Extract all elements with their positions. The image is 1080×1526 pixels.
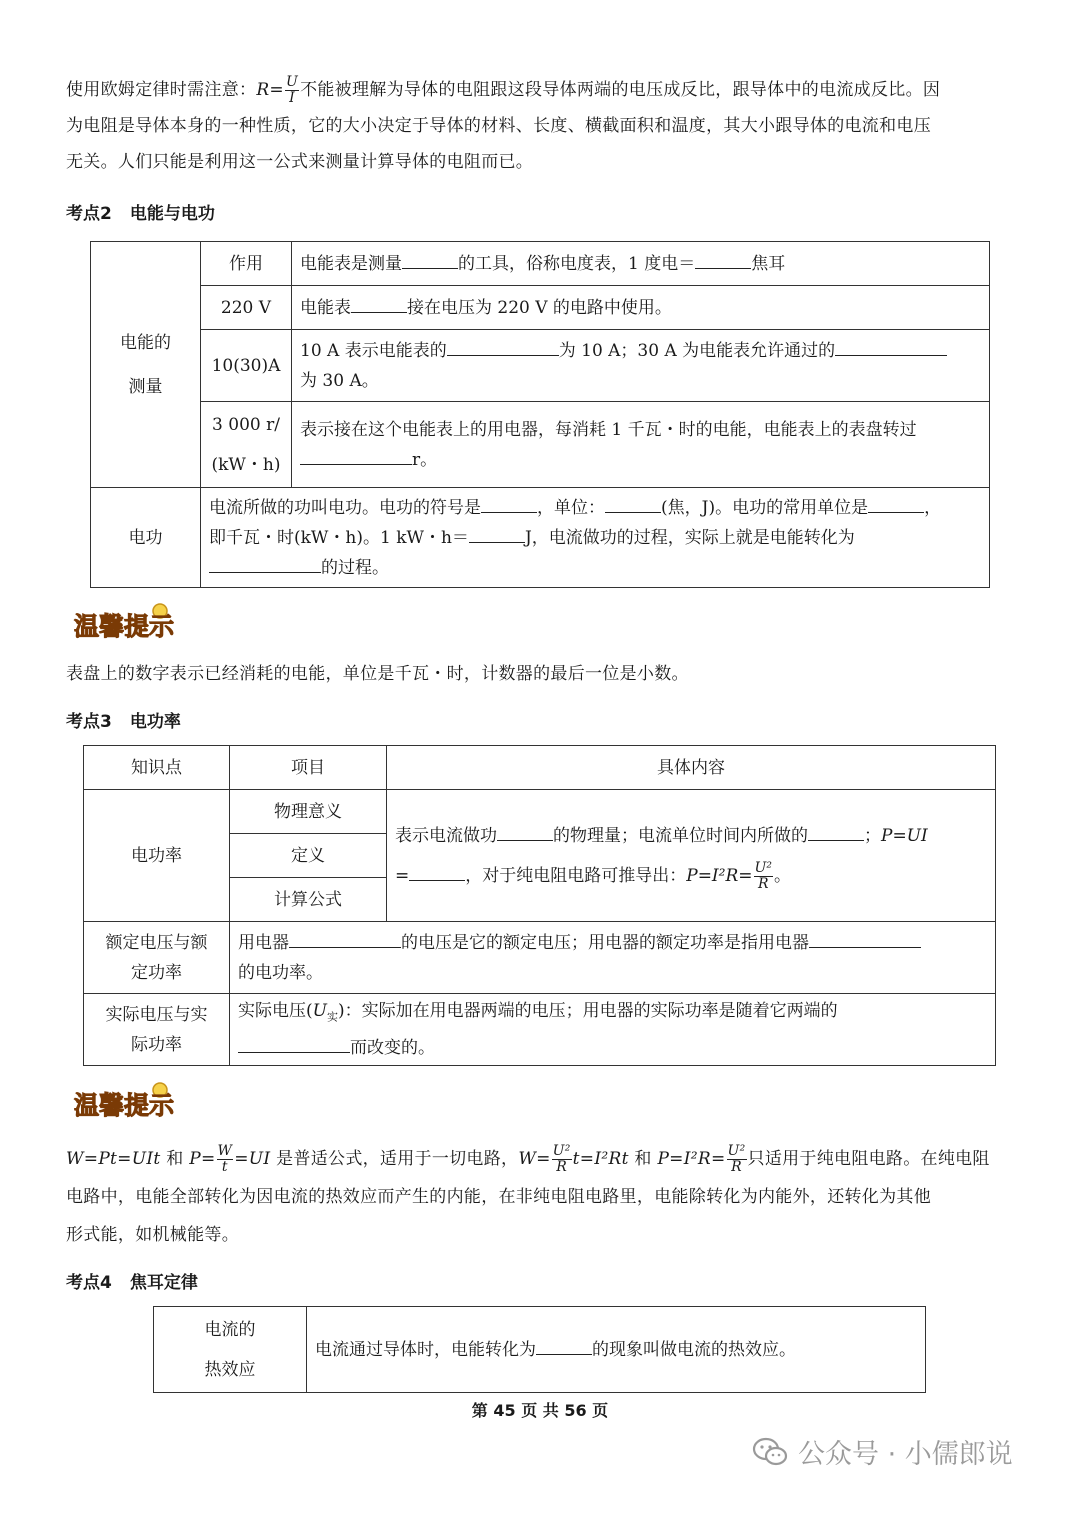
item-220v: 220 V	[201, 286, 292, 330]
section-heading-kp2: 考点2 电能与电功	[66, 204, 215, 224]
fraction-u-over-i: $\frac{U}{I}$	[285, 74, 299, 106]
content-electric-power: 表示电流做功 的物理量；电流单位时间内所做的 ；P=UI = ，对于纯电阻电路可推导出：P=I²R= $\frac{\text{U²}}{R}$ 。	[387, 790, 996, 922]
tip-2-line-1: W=Pt=UIt 和 P= $\frac{W}{t}$ =UI 是普适公式，适用于一切电路，W= $\frac{\text{U²}}{R}$ t=I²Rt 和 P=I²R= $\frac{\text{U²}}{R}$ 只适用于纯电阻电路。在纯电阻	[66, 1143, 990, 1175]
table-kp3	[83, 745, 996, 1066]
header-item: 项目	[230, 746, 387, 790]
label-electric-work: 电功	[91, 488, 201, 588]
fraction-u2-over-r: $\frac{\text{U²}}{R}$	[754, 859, 772, 892]
label-energy-measure: 电能的 测量	[91, 242, 201, 488]
content-3000r: 表示接在这个电能表上的用电器，每消耗 1 千瓦・时的电能，电能表上的表盘转过 r。	[292, 402, 990, 488]
intro-line-2: 为电阻是导体本身的一种性质，它的大小决定于导体的材料、长度、横截面积和温度，其大小跟导体的电流和电压	[66, 116, 931, 136]
header-content: 具体内容	[387, 746, 996, 790]
item-formula: 计算公式	[230, 878, 387, 922]
table-kp4	[153, 1306, 926, 1393]
tip-1-text: 表盘上的数字表示已经消耗的电能，单位是千瓦・时，计数器的最后一位是小数。	[66, 664, 689, 684]
fraction-w-over-t: $\frac{W}{t}$	[217, 1143, 233, 1175]
item-definition: 定义	[230, 834, 387, 878]
content-10-30a: 10 A 表示电能表的 为 10 A；30 A 为电能表允许通过的 为 30 A。	[292, 330, 990, 402]
tip-2-line-2: 电路中，电能全部转化为因电流的热效应而产生的内能，在非纯电阻电路里，电能除转化为内能外，还转化为其他	[66, 1187, 931, 1207]
content-actual: 实际电压$(U_实)$：实际加在用电器两端的电压；用电器的实际功率是随着它两端的 而改变的。	[230, 994, 996, 1066]
label-actual: 实际电压与实 际功率	[84, 994, 230, 1066]
content-220v: 电能表 接在电压为 220 V 的电路中使用。	[292, 286, 990, 330]
content-heat-effect: 电流通过导体时，电能转化为 的现象叫做电流的热效应。	[307, 1307, 926, 1393]
label-heat-effect: 电流的 热效应	[154, 1307, 307, 1393]
fraction-u2-over-r-b: $\frac{\text{U²}}{R}$	[727, 1143, 746, 1175]
tip-2-line-3: 形式能，如机械能等。	[66, 1225, 239, 1245]
content-rated: 用电器 的电压是它的额定电压；用电器的额定功率是指用电器 的电功率。	[230, 922, 996, 994]
item-function: 作用	[201, 242, 292, 286]
item-10-30a: 10(30)A	[201, 330, 292, 402]
intro-paragraph	[66, 72, 1016, 180]
item-physical-meaning: 物理意义	[230, 790, 387, 834]
section-heading-kp3: 考点3 电功率	[66, 712, 181, 732]
label-rated: 额定电压与额 定功率	[84, 922, 230, 994]
fraction-u2-over-r-a: $\frac{\text{U²}}{R}$	[552, 1143, 571, 1175]
warm-tip-badge	[72, 603, 184, 643]
watermark-text: 公众号 · 小儒郎说	[798, 1439, 1013, 1470]
content-function: 电能表是测量 的工具，俗称电度表，1 度电＝ 焦耳	[292, 242, 990, 286]
page-number: 第 45 页 共 56 页	[471, 1401, 609, 1420]
label-electric-power: 电功率	[84, 790, 230, 922]
content-electric-work: 电流所做的功叫电功。电功的符号是 ，单位： (焦，J)。电功的常用单位是 ， 即千瓦・时(kW・h)。1 kW・h＝ J，电流做功的过程，实际上就是电能转化为 的过程。	[201, 488, 990, 588]
tip-badge-text-2: 温馨提示	[74, 1091, 175, 1120]
watermark	[752, 1432, 1013, 1471]
tip-badge-text: 温馨提示	[74, 612, 175, 641]
wechat-icon	[752, 1437, 788, 1467]
header-knowledge: 知识点	[84, 746, 230, 790]
section-heading-kp4: 考点4 焦耳定律	[66, 1273, 198, 1293]
tip-2-paragraph	[66, 1140, 1016, 1254]
intro-line-3: 无关。人们只能是利用这一公式来测量计算导体的电阻而已。	[66, 152, 534, 172]
table-kp2	[90, 241, 990, 588]
item-3000r: 3 000 r/ (kW・h)	[201, 402, 292, 488]
intro-line-1: 使用欧姆定律时需注意：R= $\frac{U}{I}$ 不能被理解为导体的电阻跟这段导体两端的电压成反比，跟导体中的电流成反比。因	[66, 74, 941, 106]
warm-tip-badge-2	[72, 1082, 184, 1122]
